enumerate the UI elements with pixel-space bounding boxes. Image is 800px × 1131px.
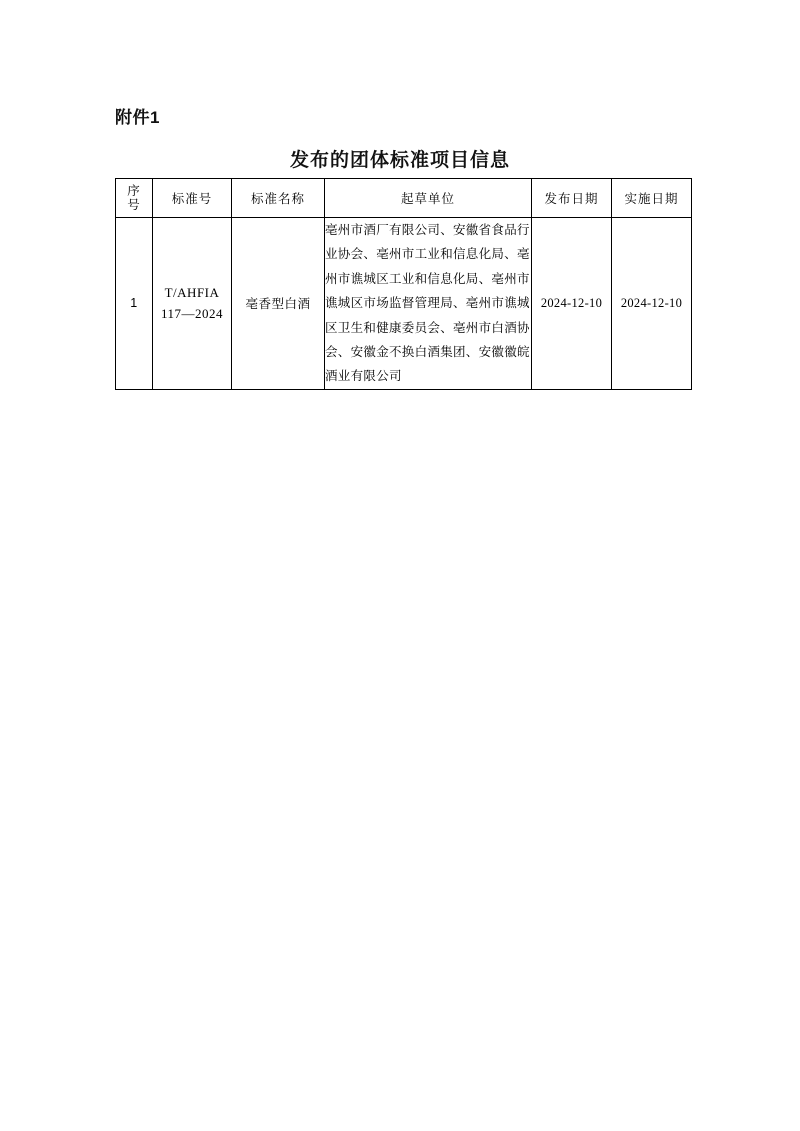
table-header-row: [116, 179, 692, 218]
column-header-publish-date: 发布日期: [532, 179, 612, 218]
cell-standard-name: 亳香型白酒: [232, 218, 325, 390]
column-header-seq-line2: 号: [127, 198, 141, 212]
column-header-seq-line1: 序: [127, 183, 141, 198]
cell-drafting-units: 亳州市酒厂有限公司、安徽省食品行业协会、亳州市工业和信息化局、亳州市谯城区工业和信息化局、亳州市谯城区市场监督管理局、亳州市谯城区卫生和健康委员会、亳州市白酒协会、安徽金不换白酒集团、安徽徽皖酒业有限公司: [325, 218, 532, 390]
cell-publish-date: 2024-12-10: [532, 218, 612, 390]
cell-standard-no-line2: 117—2024: [160, 306, 224, 322]
cell-standard-no-line1: T/AHFIA: [164, 284, 220, 300]
column-header-seq: [116, 179, 153, 218]
table-body: [116, 218, 692, 390]
column-header-standard-no: 标准号: [153, 179, 232, 218]
cell-implement-date: 2024-12-10: [612, 218, 692, 390]
table-header: [116, 179, 692, 218]
table-row: [116, 218, 692, 390]
standards-table: [115, 178, 692, 390]
attachment-label: 附件1: [115, 108, 160, 127]
page-title: 发布的团体标准项目信息: [289, 150, 510, 171]
column-header-drafting-units: 起草单位: [325, 179, 532, 218]
cell-seq: 1: [116, 218, 153, 390]
column-header-implement-date: 实施日期: [612, 179, 692, 218]
column-header-standard-name: 标准名称: [232, 179, 325, 218]
cell-standard-no: [153, 218, 232, 390]
